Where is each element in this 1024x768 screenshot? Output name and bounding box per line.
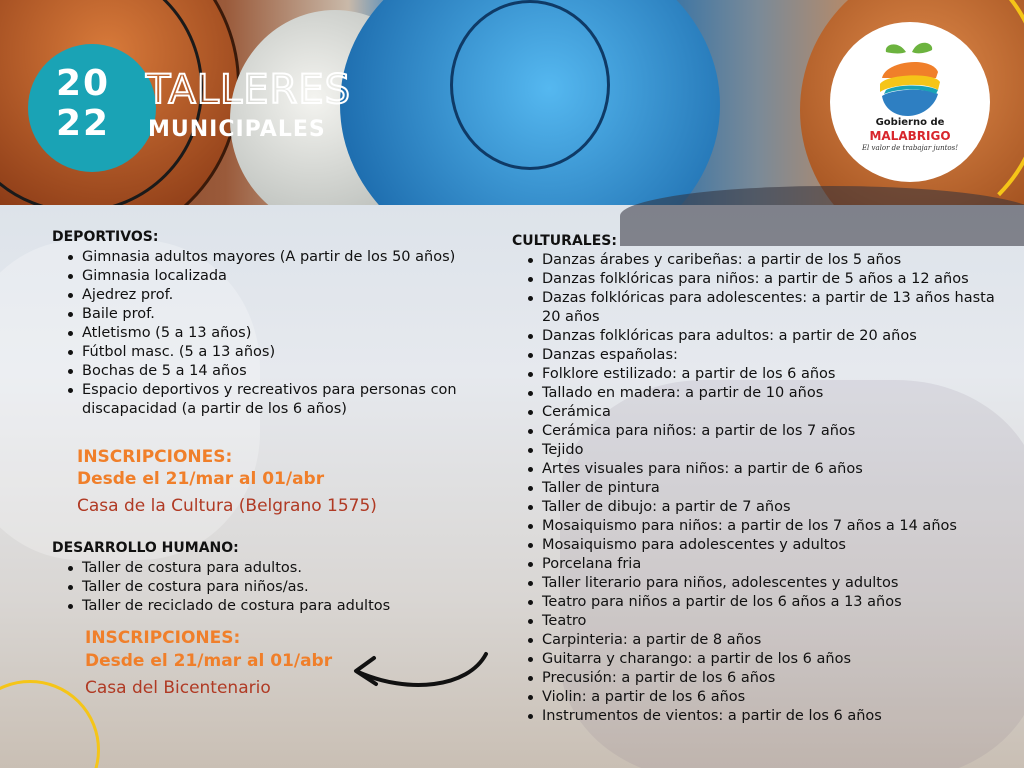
municipal-logo (830, 22, 990, 182)
list-item: Fútbol masc. (5 a 13 años) (64, 343, 464, 362)
list-item: Taller de pintura (524, 479, 1004, 498)
logo-fruit-icon (876, 38, 944, 118)
logo-text-gobierno: Gobierno de (875, 117, 945, 128)
list-item: Taller de reciclado de costura para adultos (64, 597, 464, 616)
blue-soccer-ball-image (340, 0, 720, 205)
list-item: Dazas folklóricas para adolescentes: a partir de 13 años hasta 20 años (524, 289, 1004, 327)
list-item: Atletismo (5 a 13 años) (64, 324, 464, 343)
list-item: Carpinteria: a partir de 8 años (524, 631, 1004, 650)
list-item: Guitarra y charango: a partir de los 6 años (524, 650, 1004, 669)
list-item: Teatro (524, 612, 1004, 631)
list-item: Taller de dibujo: a partir de 7 años (524, 498, 1004, 517)
list-item: Gimnasia adultos mayores (A partir de los 50 años) (64, 248, 464, 267)
list-item: Mosaiquismo para adolescentes y adultos (524, 536, 1004, 555)
year-top-text: 20 (56, 63, 111, 104)
desarrollo-inscripciones-place: Casa del Bicentenario (85, 678, 271, 698)
list-item: Violin: a partir de los 6 años (524, 688, 1004, 707)
deportivos-inscripciones-date: Desde el 21/mar al 01/abr (77, 469, 325, 489)
list-item: Danzas españolas: (524, 346, 1004, 365)
list-item: Teatro para niños a partir de los 6 años a 13 años (524, 593, 1004, 612)
list-item: Cerámica (524, 403, 1004, 422)
desarrollo-title: DESARROLLO HUMANO: (52, 540, 239, 556)
logo-slogan: El valor de trabajar juntos! (861, 144, 959, 152)
desarrollo-inscripciones-date: Desde el 21/mar al 01/abr (85, 651, 333, 671)
title-municipales: MUNICIPALES (148, 117, 326, 142)
list-item: Danzas folklóricas para adultos: a partir de 20 años (524, 327, 1004, 346)
list-item: Tejido (524, 441, 1004, 460)
list-item: Gimnasia localizada (64, 267, 464, 286)
deportivos-list (64, 248, 464, 419)
deportivos-inscripciones-title: INSCRIPCIONES: (77, 447, 233, 467)
list-item: Taller de costura para adultos. (64, 559, 464, 578)
list-item: Ajedrez prof. (64, 286, 464, 305)
ball-seam (450, 0, 610, 170)
list-item: Instrumentos de vientos: a partir de los 6 años (524, 707, 1004, 726)
logo-text-malabrigo: MALABRIGO (869, 129, 951, 143)
list-item: Taller de costura para niños/as. (64, 578, 464, 597)
list-item: Artes visuales para niños: a partir de 6 años (524, 460, 1004, 479)
arrow-left-icon (348, 648, 490, 694)
list-item: Espacio deportivos y recreativos para personas con discapacidad (a partir de los 6 años) (64, 381, 464, 419)
list-item: Porcelana fria (524, 555, 1004, 574)
desarrollo-list (64, 559, 464, 616)
deportivos-inscripciones-place: Casa de la Cultura (Belgrano 1575) (77, 496, 377, 516)
list-item: Taller literario para niños, adolescentes y adultos (524, 574, 1004, 593)
list-item: Baile prof. (64, 305, 464, 324)
list-item: Danzas árabes y caribeñas: a partir de los 5 años (524, 251, 1004, 270)
title-talleres: TALLERES (146, 67, 351, 113)
list-item: Tallado en madera: a partir de 10 años (524, 384, 1004, 403)
list-item: Cerámica para niños: a partir de los 7 años (524, 422, 1004, 441)
deportivos-title: DEPORTIVOS: (52, 229, 159, 245)
list-item: Folklore estilizado: a partir de los 6 años (524, 365, 1004, 384)
list-item: Precusión: a partir de los 6 años (524, 669, 1004, 688)
culturales-list (524, 251, 1004, 726)
decorative-dark-arc (620, 186, 1024, 246)
desarrollo-inscripciones-title: INSCRIPCIONES: (85, 628, 241, 648)
list-item: Bochas de 5 a 14 años (64, 362, 464, 381)
list-item: Danzas folklóricas para niños: a partir de 5 años a 12 años (524, 270, 1004, 289)
culturales-title: CULTURALES: (512, 233, 617, 249)
list-item: Mosaiquismo para niños: a partir de los 7 años a 14 años (524, 517, 1004, 536)
year-bottom-text: 22 (56, 103, 111, 144)
